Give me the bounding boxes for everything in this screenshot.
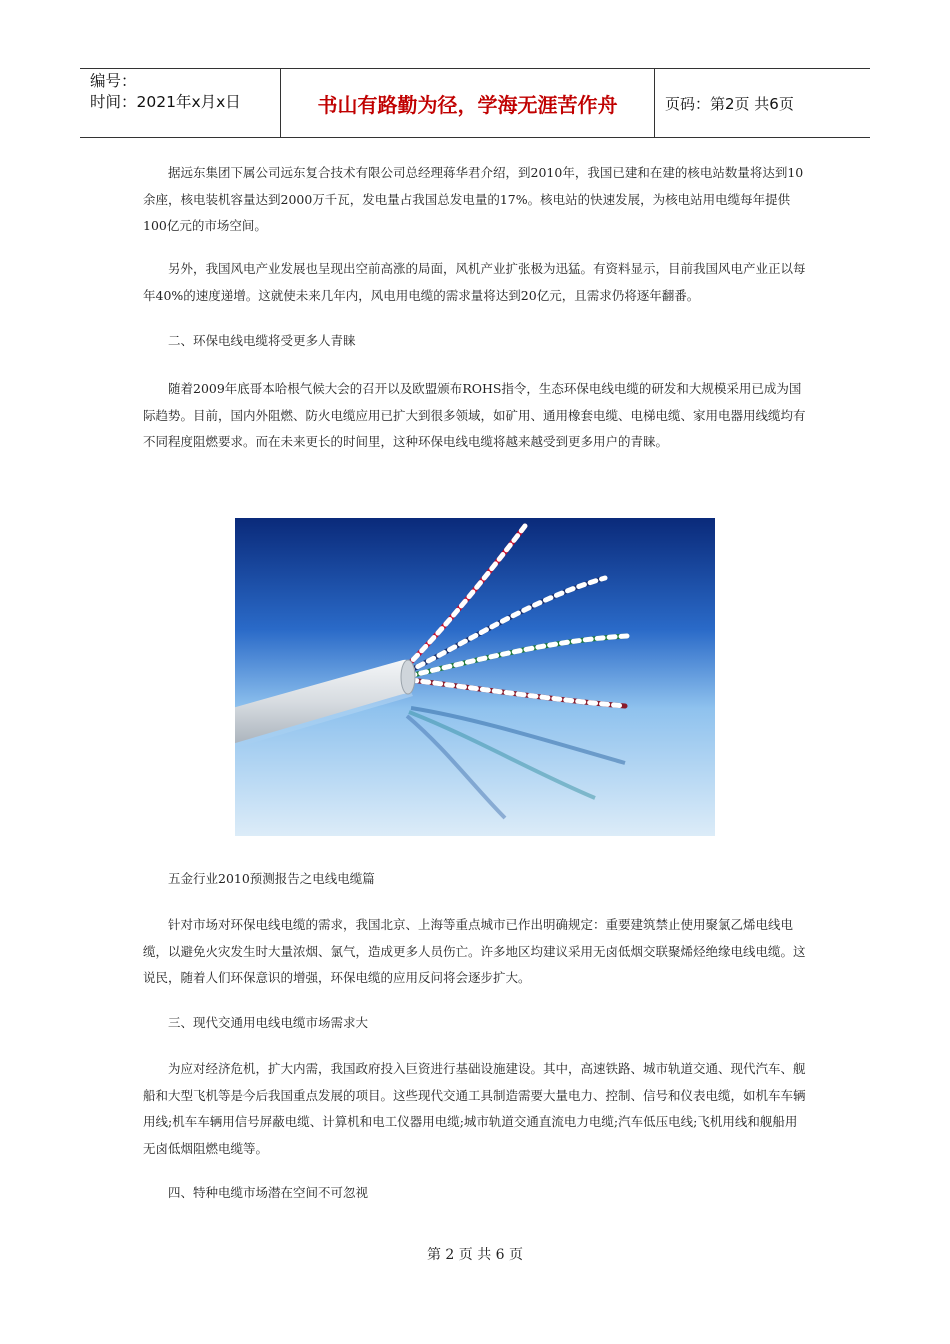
- header-meta: [80, 69, 281, 137]
- paragraph-transport: 为应对经济危机，扩大内需，我国政府投入巨资进行基础设施建设。其中，高速铁路、城市轨道交通、现代汽车、舰船和大型飞机等是今后我国重点发展的项目。这些现代交通工具制造需要大量电力、控制、信号和仪表电缆，如机车车辆用线;机车车辆用信号屏蔽电缆、计算机和电工仪器用电缆;城市轨道交通直流电力电缆;汽车低压电线;飞机用线和舰船用无卤低烟阻燃电缆等。: [143, 1061, 806, 1156]
- paragraph-eco-cables: 随着2009年底哥本哈根气候大会的召开以及欧盟颁布ROHS指令，生态环保电线电缆的研发和大规模采用已成为国际趋势。目前，国内外阻燃、防火电缆应用已扩大到很多领域，如矿用、通用橡套电缆、电梯电缆、家用电器用线缆均有不同程度阻燃要求。而在未来更长的时间里，这种环保电线电缆将越来越受到更多用户的青睐。: [143, 381, 806, 449]
- cable-photo: [235, 518, 715, 836]
- paragraph-nuclear-power: 据远东集团下属公司远东复合技术有限公司总经理蒋华君介绍，到2010年，我国已建和在建的核电站数量将达到10余座，核电装机容量达到2000万千瓦，发电量占我国总发电量的17%。核电站的快速发展，为核电站用电缆每年提供100亿元的市场空间。: [143, 165, 804, 233]
- figure-caption: 五金行业2010预测报告之电线电缆篇: [168, 871, 375, 886]
- section-heading-2: 二、环保电线电缆将受更多人青睐: [168, 333, 356, 348]
- paragraph-wind-power: 另外，我国风电产业发展也呈现出空前高涨的局面，风机产业扩张极为迅猛。有资料显示，目前我国风电产业正以每年40%的速度递增。这就使未来几年内，风电用电缆的需求量将达到20亿元，且需求仍将逐年翻番。: [143, 261, 806, 303]
- paragraph-city-regulations: 针对市场对环保电线电缆的需求，我国北京、上海等重点城市已作出明确规定：重要建筑禁止使用聚氯乙烯电线电缆，以避免火灾发生时大量浓烟、氯气，造成更多人员伤亡。许多地区均建议采用无卤低烟交联聚烯烃绝缘电线电缆。这说民，随着人们环保意识的增强，环保电缆的应用反问将会逐步扩大。: [143, 917, 806, 985]
- document-time-label: 时间：2021年x月x日: [90, 93, 241, 111]
- document-number-label: 编号：: [90, 72, 137, 90]
- header-motto: 书山有路勤为径，学海无涯苦作舟: [281, 69, 655, 137]
- page-header: [80, 68, 870, 138]
- header-page-number: 页码：第2页 共6页: [665, 94, 794, 113]
- section-heading-4: 四、特种电缆市场潜在空间不可忽视: [168, 1185, 369, 1200]
- page-footer: 第 2 页 共 6 页: [426, 1247, 524, 1263]
- section-heading-3: 三、现代交通用电线电缆市场需求大: [168, 1015, 369, 1030]
